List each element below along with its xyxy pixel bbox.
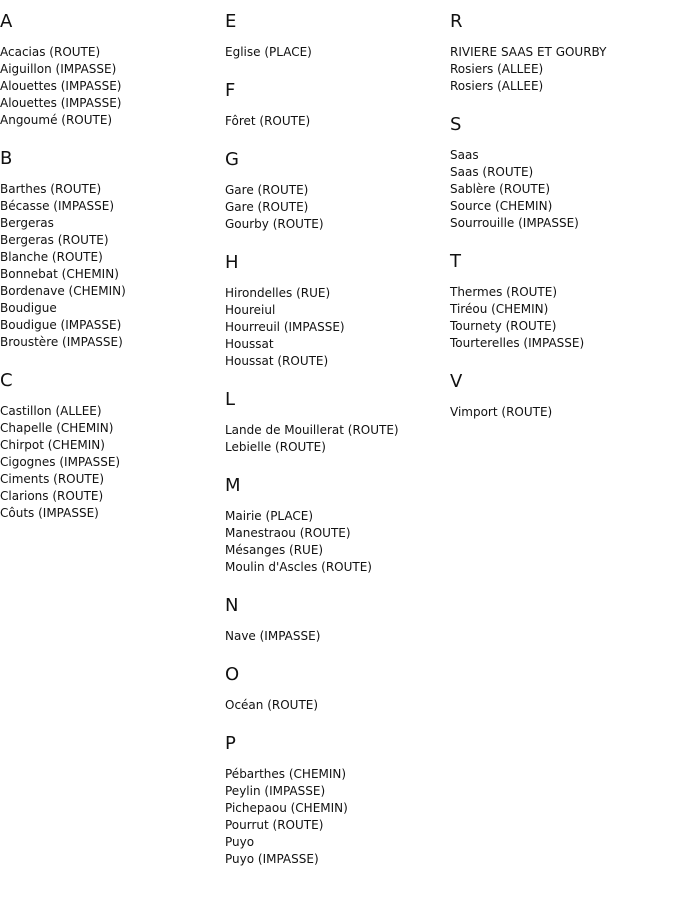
street-list [450,44,665,95]
letter-section-n [225,596,440,645]
street-link[interactable]: Puyo (IMPASSE) [225,852,319,866]
street-link[interactable]: Source (CHEMIN) [450,199,553,213]
street-link[interactable]: Alouettes (IMPASSE) [0,96,122,110]
street-link[interactable]: Boudigue (IMPASSE) [0,318,122,332]
street-list [450,284,665,352]
street-link[interactable]: Bonnebat (CHEMIN) [0,267,119,281]
street-link[interactable]: Océan (ROUTE) [225,698,319,712]
street-link[interactable]: Bordenave (CHEMIN) [0,284,126,298]
street-link[interactable]: Moulin d'Ascles (ROUTE) [225,560,372,574]
letter-heading: B [0,148,13,169]
street-list [0,403,215,522]
street-link[interactable]: Saas (ROUTE) [450,165,534,179]
street-link[interactable]: Houreiul [225,303,276,317]
letter-heading: R [450,11,463,32]
letter-section-h [225,253,440,370]
street-link[interactable]: Tiréou (CHEMIN) [450,302,549,316]
letter-section-r [450,12,665,95]
street-link[interactable]: Rosiers (ALLEE) [450,79,544,93]
letter-section-v [450,372,665,421]
letter-heading: F [225,80,236,101]
street-list [225,628,440,645]
street-list [225,113,440,130]
street-link[interactable]: Blanche (ROUTE) [0,250,103,264]
letter-heading: V [450,371,463,392]
street-link[interactable]: Pourrut (ROUTE) [225,818,324,832]
street-link[interactable]: Rosiers (ALLEE) [450,62,544,76]
letter-heading: A [0,11,13,32]
street-list [225,182,440,233]
street-link[interactable]: Puyo [225,835,255,849]
letter-heading: N [225,595,239,616]
street-link[interactable]: Tournety (ROUTE) [450,319,557,333]
letter-heading: G [225,149,239,170]
letter-section-c [0,371,215,522]
letter-section-s [450,115,665,232]
letter-section-a [0,12,215,129]
letter-section-o [225,665,440,714]
street-link[interactable]: Sourrouille (IMPASSE) [450,216,579,230]
street-link[interactable]: Gourby (ROUTE) [225,217,324,231]
street-link[interactable]: Manestraou (ROUTE) [225,526,351,540]
letter-heading: E [225,11,237,32]
letter-heading: T [450,251,461,272]
street-link[interactable]: RIVIERE SAAS ET GOURBY [450,45,607,59]
street-link[interactable]: Hirondelles (RUE) [225,286,331,300]
letter-section-t [450,252,665,352]
letter-heading: O [225,664,240,685]
street-link[interactable]: Chirpot (CHEMIN) [0,438,105,452]
street-link[interactable]: Broustère (IMPASSE) [0,335,123,349]
street-list [450,147,665,232]
street-link[interactable]: Houssat [225,337,274,351]
street-link[interactable]: Alouettes (IMPASSE) [0,79,122,93]
street-link[interactable]: Ciments (ROUTE) [0,472,105,486]
street-link[interactable]: Houssat (ROUTE) [225,354,329,368]
street-link[interactable]: Bécasse (IMPASSE) [0,199,115,213]
index-column-2 [225,12,440,888]
letter-heading: M [225,475,241,496]
street-link[interactable]: Mairie (PLACE) [225,509,314,523]
letter-section-p [225,734,440,868]
street-link[interactable]: Pichepaou (CHEMIN) [225,801,348,815]
street-list [225,766,440,868]
street-list [0,44,215,129]
street-link[interactable]: Angoumé (ROUTE) [0,113,113,127]
street-link[interactable]: Lande de Mouillerat (ROUTE) [225,423,399,437]
street-link[interactable]: Hourreuil (IMPASSE) [225,320,345,334]
street-link[interactable]: Sablère (ROUTE) [450,182,551,196]
street-list [225,422,440,456]
index-column-1 [0,12,215,542]
street-link[interactable]: Nave (IMPASSE) [225,629,321,643]
street-link[interactable]: Fôret (ROUTE) [225,114,311,128]
street-link[interactable]: Acacias (ROUTE) [0,45,101,59]
letter-section-b [0,149,215,351]
street-list [225,285,440,370]
letter-heading: S [450,114,462,135]
index-column-3 [450,12,665,441]
letter-heading: H [225,252,239,273]
letter-section-l [225,390,440,456]
letter-heading: P [225,733,236,754]
street-list [225,508,440,576]
street-link[interactable]: Pébarthes (CHEMIN) [225,767,347,781]
street-link[interactable]: Thermes (ROUTE) [450,285,558,299]
street-link[interactable]: Gare (ROUTE) [225,200,309,214]
street-list [450,404,665,421]
street-link[interactable]: Bergeras (ROUTE) [0,233,109,247]
street-list [0,181,215,351]
street-link[interactable]: Castillon (ALLEE) [0,404,102,418]
letter-section-m [225,476,440,576]
letter-section-f [225,81,440,130]
letter-section-g [225,150,440,233]
street-link[interactable]: Mésanges (RUE) [225,543,324,557]
street-link[interactable]: Saas [450,148,479,162]
letter-section-e [225,12,440,61]
street-link[interactable]: Eglise (PLACE) [225,45,312,59]
street-link[interactable]: Bergeras [0,216,54,230]
street-link[interactable]: Aiguillon (IMPASSE) [0,62,117,76]
street-link[interactable]: Vimport (ROUTE) [450,405,553,419]
street-link[interactable]: Gare (ROUTE) [225,183,309,197]
street-list [225,44,440,61]
street-list [225,697,440,714]
street-link[interactable]: Clarions (ROUTE) [0,489,104,503]
letter-heading: C [0,370,13,391]
street-link[interactable]: Cigognes (IMPASSE) [0,455,121,469]
street-link[interactable]: Peylin (IMPASSE) [225,784,326,798]
letter-heading: L [225,389,236,410]
street-link[interactable]: Chapelle (CHEMIN) [0,421,114,435]
street-link[interactable]: Boudigue [0,301,57,315]
street-link[interactable]: Barthes (ROUTE) [0,182,102,196]
street-link[interactable]: Tourterelles (IMPASSE) [450,336,585,350]
street-link[interactable]: Lebielle (ROUTE) [225,440,326,454]
street-link[interactable]: Côuts (IMPASSE) [0,506,99,520]
